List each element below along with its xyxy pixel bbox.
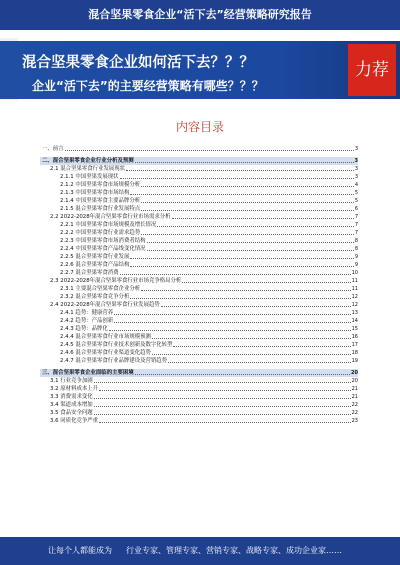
toc-entry-title: 2.2.1 中国坚果零食市场规模及增长情况	[60, 222, 157, 228]
toc-leader-dots	[135, 374, 350, 375]
toc-leader-dots	[135, 162, 354, 163]
toc-leader-dots	[141, 210, 354, 211]
toc-row[interactable]	[40, 409, 358, 417]
toc-page-number: 20	[351, 370, 358, 376]
toc-page-number: 18	[351, 350, 358, 356]
toc-row[interactable]	[40, 229, 358, 237]
toc-page-number: 8	[354, 246, 358, 252]
toc-row[interactable]	[40, 189, 358, 197]
toc-row[interactable]	[40, 173, 358, 181]
toc-leader-dots	[182, 282, 350, 283]
toc-row[interactable]	[40, 357, 358, 365]
toc-leader-dots	[126, 170, 354, 171]
toc-page-number: 3	[354, 158, 358, 164]
toc-entry-title: 3.5 食品安全问题	[50, 410, 93, 416]
toc-leader-dots	[141, 290, 351, 291]
toc-leader-dots	[120, 274, 351, 275]
toc-leader-dots	[114, 322, 350, 323]
toc-entry-title: 二、混合坚果零食企业行业分析及预测	[42, 158, 134, 164]
toc-page-number: 12	[351, 294, 358, 300]
toc-row[interactable]	[40, 145, 358, 153]
toc-leader-dots	[147, 250, 354, 251]
toc-entry-title: 2.4.1 趋势：健康营养	[60, 310, 114, 316]
toc-leader-dots	[152, 354, 351, 355]
toc-row[interactable]	[40, 165, 358, 173]
toc-page-number: 3	[354, 174, 358, 180]
toc-entry-title: 2.1 混合坚果零食行业发展现状	[50, 166, 125, 172]
toc-leader-dots	[161, 306, 351, 307]
toc-leader-dots	[94, 414, 351, 415]
toc-page-number: 3	[354, 146, 358, 152]
toc-page-number: 11	[351, 278, 358, 284]
toc-row[interactable]	[40, 245, 358, 253]
toc-leader-dots	[65, 150, 354, 151]
toc-row[interactable]	[40, 333, 358, 341]
toc-page-number: 21	[351, 394, 358, 400]
toc-row[interactable]	[40, 269, 358, 277]
toc-page-number: 3	[354, 166, 358, 172]
toc-entry-title: 2.1.3 中国坚果零食市场结构	[60, 190, 130, 196]
toc-leader-dots	[130, 194, 353, 195]
toc-entry-title: 2.2.2 中国坚果零食行业需求趋势	[60, 230, 141, 236]
toc-leader-dots	[141, 202, 354, 203]
toc-leader-dots	[94, 382, 351, 383]
toc-leader-dots	[141, 234, 354, 235]
toc-leader-dots	[109, 330, 351, 331]
toc-row[interactable]	[40, 181, 358, 189]
toc-entry-title: 2.1.2 中国坚果零食市场规模分析	[60, 182, 141, 188]
toc-page-number: 11	[351, 286, 358, 292]
toc-page-number: 20	[351, 378, 358, 384]
toc-row[interactable]	[40, 253, 358, 261]
toc-leader-dots	[94, 398, 351, 399]
toc-leader-dots	[114, 314, 350, 315]
toc-row[interactable]	[40, 285, 358, 293]
toc-row[interactable]	[40, 301, 358, 309]
toc-heading: 内容目录	[175, 120, 224, 134]
toc-page-number: 23	[351, 418, 358, 424]
toc-row[interactable]	[40, 213, 358, 221]
toc-leader-dots	[94, 406, 351, 407]
toc-row[interactable]	[40, 317, 358, 325]
toc-page-number: 19	[351, 358, 358, 364]
toc-entry-title: 2.4.3 趋势：品牌化	[60, 326, 108, 332]
toc-row[interactable]	[40, 205, 358, 213]
toc-row[interactable]	[40, 237, 358, 245]
toc-row[interactable]	[40, 325, 358, 333]
toc-row[interactable]	[40, 261, 358, 269]
toc-entry-title: 三、混合坚果零食企业面临的主要困境	[42, 370, 134, 376]
toc-entry-title: 2.4.5 混合坚果零食行业技术创新及数字化转型	[60, 342, 173, 348]
toc-entry-title: 3.4 渠道成本增加	[50, 402, 93, 408]
toc-entry-title: 2.4 2022-2028年混合坚果零食行业发展趋势	[50, 302, 160, 308]
toc-leader-dots	[99, 390, 351, 391]
toc-chapter-row[interactable]	[40, 369, 358, 377]
toc-row[interactable]	[40, 385, 358, 393]
toc-page-number: 10	[351, 270, 358, 276]
toc-entry-title: 2.4.4 混合坚果零食行业市场规模预测	[60, 334, 151, 340]
toc-leader-dots	[120, 178, 354, 179]
toc-row[interactable]	[40, 309, 358, 317]
toc-entry-title: 一、前言	[42, 146, 64, 152]
toc-entry-title: 3.3 消费需求变化	[50, 394, 93, 400]
toc-leader-dots	[130, 298, 350, 299]
report-title: 混合坚果零食企业“活下去”经营策略研究报告	[88, 8, 312, 21]
toc-row[interactable]	[40, 393, 358, 401]
toc-entry-title: 2.4.7 混合坚果零食行业品牌建设及营销趋势	[60, 358, 168, 364]
toc-page-number: 8	[354, 238, 358, 244]
toc-page-number: 6	[354, 206, 358, 212]
toc-entry-title: 3.6 同质化竞争严重	[50, 418, 99, 424]
toc-row[interactable]	[40, 377, 358, 385]
banner-title: 混合坚果零食企业如何活下去？？？	[22, 55, 254, 71]
toc-entry-title: 3.1 行业竞争加剧	[50, 378, 93, 384]
toc-leader-dots	[130, 266, 353, 267]
toc-leader-dots	[152, 338, 351, 339]
table-of-contents	[40, 145, 358, 425]
toc-row[interactable]	[40, 401, 358, 409]
toc-leader-dots	[172, 218, 354, 219]
toc-page-number: 22	[351, 402, 358, 408]
toc-row[interactable]	[40, 221, 358, 229]
toc-leader-dots	[147, 242, 354, 243]
toc-leader-dots	[99, 422, 351, 423]
banner-subtitle: 企业“活下去”的主要经营策略有哪些？？？	[32, 79, 264, 93]
toc-row[interactable]	[40, 349, 358, 357]
toc-page-number: 7	[354, 222, 358, 228]
toc-page-number: 14	[351, 318, 358, 324]
toc-page-number: 9	[354, 254, 358, 260]
toc-entry-title: 2.2.6 混合坚果零食产品结构	[60, 262, 130, 268]
toc-page-number: 7	[354, 230, 358, 236]
toc-leader-dots	[173, 346, 350, 347]
footer-roles: 行业专家、管理专家、营销专家、战略专家、成功企业家……	[126, 546, 342, 555]
toc-entry-title: 2.2.7 混合坚果零食消费	[60, 270, 119, 276]
toc-entry-title: 2.2.4 中国坚果零食产品线变化情况	[60, 246, 146, 252]
toc-page-number: 5	[354, 198, 358, 204]
title-banner	[0, 41, 400, 99]
toc-page-number: 5	[354, 190, 358, 196]
toc-chapter-row[interactable]	[40, 157, 358, 165]
toc-row[interactable]	[40, 293, 358, 301]
toc-entry-title: 2.1.1 中国坚果发展现状	[60, 174, 119, 180]
toc-entry-title: 2.2.3 中国坚果零食市场消费者结构	[60, 238, 146, 244]
toc-leader-dots	[157, 226, 354, 227]
toc-leader-dots	[141, 186, 354, 187]
footer-bar	[0, 537, 400, 565]
toc-row[interactable]	[40, 197, 358, 205]
toc-row[interactable]	[40, 341, 358, 349]
toc-page-number: 22	[351, 410, 358, 416]
toc-entry-title: 2.3 2022-2028年混合坚果零食行业市场竞争格局分析	[50, 278, 182, 284]
toc-entry-title: 2.3.1 主要混合坚果零食企业分析	[60, 286, 141, 292]
toc-page-number: 7	[354, 214, 358, 220]
toc-entry-title: 2.1.5 混合坚果零食行业发展特点	[60, 206, 141, 212]
toc-page-number: 21	[351, 386, 358, 392]
toc-page-number: 15	[351, 326, 358, 332]
toc-page-number: 9	[354, 262, 358, 268]
toc-row[interactable]	[40, 417, 358, 425]
report-header-bar	[0, 0, 400, 30]
recommend-badge: 力荐	[348, 44, 396, 96]
toc-page-number: 16	[351, 334, 358, 340]
toc-row[interactable]	[40, 277, 358, 285]
toc-page-number: 12	[351, 302, 358, 308]
toc-entry-title: 2.3.2 混合坚果零食竞争分析	[60, 294, 130, 300]
toc-entry-title: 3.2 原材料成本上升	[50, 386, 99, 392]
toc-page-number: 13	[351, 310, 358, 316]
footer-slogan: 让每个人都能成为	[48, 546, 112, 555]
toc-page-number: 4	[354, 182, 358, 188]
toc-entry-title: 2.1.4 中国坚果零食主要品牌分析	[60, 198, 141, 204]
toc-entry-title: 2.2.5 混合坚果零食行业发展	[60, 254, 130, 260]
toc-leader-dots	[168, 362, 351, 363]
toc-leader-dots	[130, 258, 353, 259]
toc-entry-title: 2.4.6 混合坚果零食行业渠道变化趋势	[60, 350, 151, 356]
toc-page-number: 17	[351, 342, 358, 348]
toc-entry-title: 2.4.2 趋势：产品创新	[60, 318, 114, 324]
toc-entry-title: 2.2 2022-2028年混合坚果零食行业市场需求分析	[50, 214, 171, 220]
